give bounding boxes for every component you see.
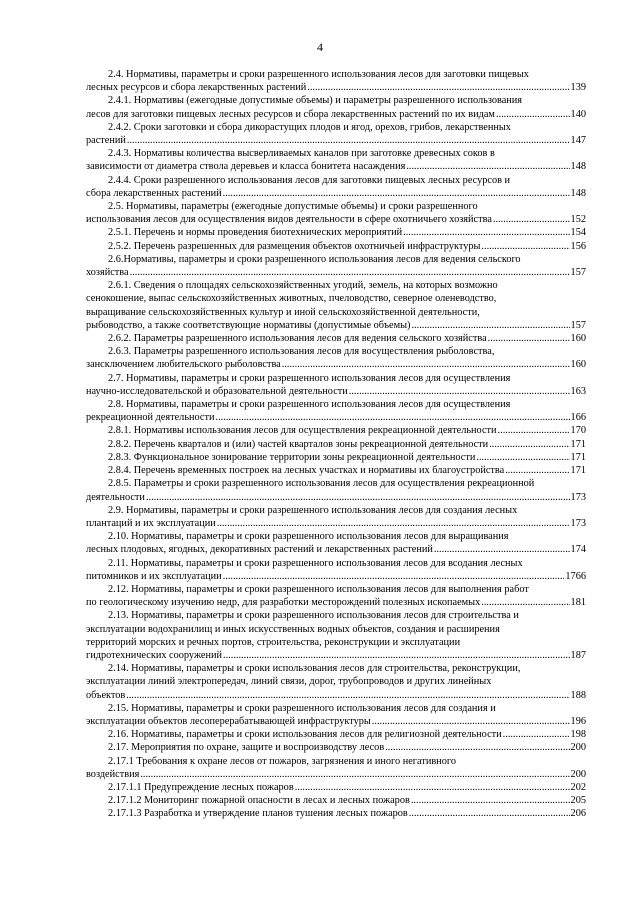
toc-entry[interactable] [86,438,586,451]
toc-entry-line: 2.4.4. Сроки разрешенного использования лесов для заготовки пищевых лесных ресурсов и [108,174,511,186]
toc-entry-line: 2.10. Нормативы, параметры и сроки разрешенного использования лесов для выращивания [108,531,509,543]
toc-entry[interactable] [86,728,586,741]
dot-leader [217,517,570,530]
toc-entry-line: 2.9. Нормативы, параметры и сроки разрешенного использования лесов для создания лесных [108,504,518,516]
toc-entry-title: питомников и их эксплуатации [86,570,222,582]
table-of-contents [86,68,586,821]
page-number: 4 [317,40,323,54]
toc-entry-title: 2.8.2. Перечень кварталов и (или) частей кварталов зоны рекреационной деятельности [108,438,489,450]
toc-entry-line: сенокошение, выпас сельскохозяйственных животных, пчеловодство, северное оленеводство, [86,293,497,305]
toc-entry-title: по геологическому изучению недр, для разработки месторождений полезных ископаемых [86,597,481,609]
dot-leader [223,649,570,662]
dot-leader [223,570,565,583]
toc-entry-title: деятельности [86,491,145,503]
toc-entry[interactable] [86,794,586,807]
toc-entry-title: рыбоводство, а также соответствующие нормативы (допустимые объемы) [86,319,411,331]
dot-leader [503,728,570,741]
toc-entry[interactable] [86,807,586,820]
toc-entry[interactable] [86,94,586,120]
toc-entry[interactable] [86,504,586,530]
toc-entry-line: 2.15. Нормативы, параметры и сроки разрешенного использования лесов для создания и [108,702,496,714]
dot-leader [411,794,570,807]
toc-entry[interactable] [86,609,586,662]
toc-entry[interactable] [86,253,586,279]
toc-entry[interactable] [86,200,586,226]
toc-page-number: 196 [570,715,586,727]
dot-leader [489,438,569,451]
toc-entry-line: 2.4.1. Нормативы (ежегодные допустимые объемы) и параметры разрешенного использования [108,95,523,107]
toc-page-number: 198 [570,729,586,741]
toc-entry[interactable] [86,372,586,398]
dot-leader [505,464,569,477]
dot-leader [349,385,570,398]
toc-page-number: 154 [570,227,586,239]
dot-leader [385,741,569,754]
toc-entry[interactable] [86,530,586,556]
toc-entry[interactable] [86,345,586,371]
toc-entry[interactable] [86,68,586,94]
toc-entry-line: 2.12. Нормативы, параметры и сроки разрешенного использования лесов для выполнения работ [108,583,529,595]
dot-leader [282,358,570,371]
dot-leader [498,424,570,437]
toc-entry[interactable] [86,755,586,781]
toc-entry-title: 2.17. Мероприятия по охране, защите и воспроизводству лесов [108,742,385,754]
dot-leader [223,187,570,200]
toc-entry-title: лесных ресурсов и сбора лекарственных растений [86,82,307,94]
toc-entry[interactable] [86,583,586,609]
toc-page-number: 152 [570,214,586,226]
toc-entry-title: воздействия [86,768,140,780]
toc-entry-line: выращивание сельскохозяйственных культур и иной сельскохозяйственной деятельности, [86,306,480,318]
toc-entry-title: научно-исследовательской и образовательной деятельности [86,385,348,397]
toc-entry[interactable] [86,398,586,424]
toc-entry-title: плантаций и их эксплуатации [86,517,216,529]
dot-leader [130,266,570,279]
toc-entry-title: сбора лекарственных растений [86,187,222,199]
toc-entry-title: хозяйства [86,267,129,279]
toc-page-number: 171 [570,438,586,450]
toc-entry[interactable] [86,424,586,437]
toc-entry-title: 2.17.1.2 Мониторинг пожарной опасности в лесах и лесных пожаров [108,795,410,807]
toc-entry-title: 2.17.1.3 Разработка и утверждение планов тушения лесных пожаров [108,808,408,820]
toc-page-number: 187 [570,649,586,661]
toc-entry-title: зансключением любительского рыболовства [86,359,281,371]
toc-entry-title: 2.5.1. Перечень и нормы проведения биотехнических мероприятий [108,227,403,239]
dot-leader [140,768,569,781]
toc-entry[interactable] [86,226,586,239]
toc-entry-line: эксплуатации линий электропередач, линий связи, дорог, трубопроводов и других линейных [86,676,492,688]
toc-page-number: 139 [570,82,586,94]
dot-leader [403,226,569,239]
dot-leader [434,543,570,556]
toc-page-number: 200 [570,768,586,780]
toc-page-number: 173 [570,491,586,503]
toc-entry-line: 2.4.2. Сроки заготовки и сбора дикорастущих плодов и ягод, орехов, грибов, лекарственных [108,121,511,133]
dot-leader [411,319,569,332]
toc-entry-title: лесов для заготовки пищевых лесных ресурсов и сбора лекарственных растений по их видам [86,108,495,120]
toc-page-number: 170 [570,425,586,437]
toc-entry-title: объектов [86,689,126,701]
toc-entry-title: 2.5.2. Перечень разрешенных для размещения объектов охотничьей инфраструктуры [108,240,481,252]
toc-page-number: 163 [570,385,586,397]
toc-entry-title: лесных плодовых, ягодных, декоративных растений и лекарственных растений [86,544,433,556]
toc-entry[interactable] [86,174,586,200]
toc-entry-line: 2.14. Нормативы, параметры и сроки использования лесов для строительства, реконструкции, [108,663,521,675]
toc-page-number: 188 [570,689,586,701]
toc-page-number: 205 [570,795,586,807]
toc-entry-line: территорий морских и речных портов, строительства, реконструкции и эксплуатации [86,636,461,648]
toc-entry[interactable] [86,332,586,345]
toc-entry-title: гидротехнических сооружений [86,649,223,661]
dot-leader [488,332,570,345]
toc-page-number: 160 [570,359,586,371]
toc-entry-title: 2.8.4. Перечень временных построек на лесных участках и нормативы их благоустройства [108,465,505,477]
toc-page-number: 160 [570,333,586,345]
toc-page-number: 181 [570,597,586,609]
dot-leader [372,715,570,728]
toc-entry-title: 2.17.1.1 Предупреждение лесных пожаров [108,781,294,793]
toc-entry-line: 2.4. Нормативы, параметры и сроки разрешенного использования лесов для заготовки пищевых [108,69,529,80]
toc-entry-line: 2.6.3. Параметры разрешенного использования лесов для восуществления рыболовства, [108,346,495,358]
toc-page-number: 200 [570,742,586,754]
toc-entry-line: эксплуатации водохранилищ и иных искусственных водных объектов, создания и расширения [86,623,500,635]
dot-leader [126,689,569,702]
toc-page-number: 173 [570,517,586,529]
toc-entry-title: эксплуатации объектов лесоперерабатывающей инфраструктуры [86,715,371,727]
dot-leader [406,160,569,173]
toc-entry-line: 2.6.Нормативы, параметры и сроки разрешенного использования лесов для ведения сельского [108,253,521,265]
toc-entry-line: 2.11. Нормативы, параметры и сроки разрешенного использования лесов для всодания лесных [108,557,523,569]
toc-page-number: 147 [570,135,586,147]
toc-page-number: 174 [570,544,586,556]
toc-entry[interactable] [86,279,586,332]
toc-entry-line: 2.13. Нормативы, параметры и сроки разрешенного использования лесов для строительства и [108,610,519,622]
dot-leader [493,213,570,226]
toc-entry[interactable] [86,477,586,503]
dot-leader [146,491,570,504]
dot-leader [481,240,569,253]
toc-page-number: 157 [570,267,586,279]
dot-leader [496,108,570,121]
toc-page-number: 171 [570,465,586,477]
toc-page-number: 156 [570,240,586,252]
toc-entry[interactable] [86,121,586,147]
toc-entry-title: 2.8.3. Функциональное зонирование территории зоны рекреационной деятельности [108,451,476,463]
toc-entry-title: 2.16. Нормативы, параметры и сроки использования лесов для религиозной деятельности [108,729,502,741]
toc-page-number: 171 [570,451,586,463]
toc-entry-line: 2.6.1. Сведения о площадях сельскохозяйственных угодий, земель, на которых возможно [108,280,498,292]
toc-page-number: 157 [570,319,586,331]
toc-entry[interactable] [86,240,586,253]
toc-entry[interactable] [86,464,586,477]
dot-leader [307,81,569,94]
toc-entry-line: 2.8.5. Параметры и сроки разрешенного использования лесов для осуществления рекреационной [108,478,535,490]
dot-leader [409,807,570,820]
toc-entry-title: 2.6.2. Параметры разрешенного использования лесов для ведения сельского хозяйства [108,333,487,345]
dot-leader [216,411,570,424]
toc-entry-title: зависимости от диаметра ствола деревьев и класса бонитета насаждения [86,161,406,173]
toc-entry[interactable] [86,662,586,702]
toc-entry[interactable] [86,741,586,754]
toc-entry-line: 2.5. Нормативы, параметры (ежегодные допустимые объемы) и сроки разрешенного [108,201,478,213]
toc-page-number: 166 [570,412,586,424]
toc-entry-title: растений [86,135,126,147]
toc-page-number: 1766 [565,570,586,582]
dot-leader [476,451,569,464]
toc-entry[interactable] [86,702,586,728]
toc-entry-title: рекреационной деятельности [86,412,215,424]
toc-page-number: 140 [570,108,586,120]
toc-entry-title: использования лесов для осуществления видов деятельности в сфере охотничьего хозяйства [86,214,492,226]
toc-entry[interactable] [86,451,586,464]
toc-entry-line: 2.4.3. Нормативы количества высверливаемых каналов при заготовке древесных соков в [108,148,495,160]
dot-leader [481,596,569,609]
toc-entry-line: 2.8. Нормативы, параметры и сроки разрешенного использования лесов для осуществления [108,399,511,411]
dot-leader [127,134,570,147]
toc-page-number: 202 [570,781,586,793]
toc-entry-line: 2.17.1 Требования к охране лесов от пожаров, загрязнения и иного негативного [108,755,456,767]
toc-entry[interactable] [86,781,586,794]
toc-page-number: 148 [570,187,586,199]
toc-entry-line: 2.7. Нормативы, параметры и сроки разрешенного использования лесов для осуществления [108,372,511,384]
dot-leader [295,781,570,794]
toc-entry[interactable] [86,557,586,583]
toc-page-number: 206 [570,808,586,820]
toc-entry[interactable] [86,147,586,173]
toc-entry-title: 2.8.1. Нормативы использования лесов для осуществления рекреационной деятельности [108,425,497,437]
toc-page-number: 148 [570,161,586,173]
